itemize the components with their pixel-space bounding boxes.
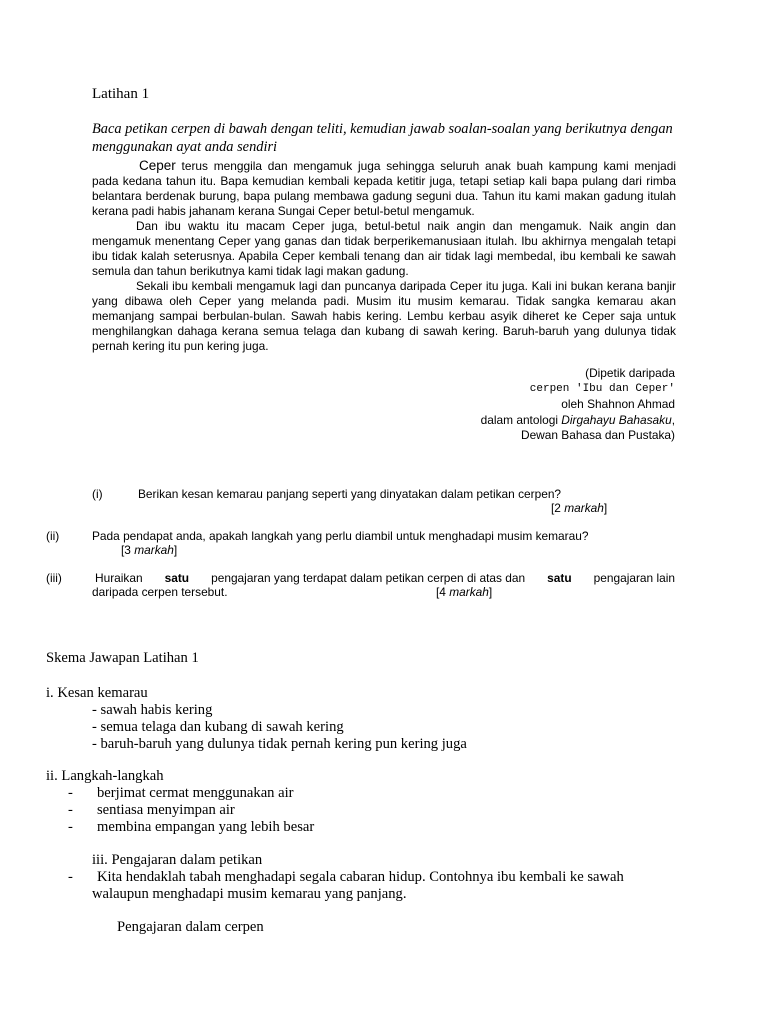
answer-section-3-title: iii. Pengajaran dalam petikan	[92, 852, 263, 868]
passage-paragraph-3: Sekali ibu kembali mengamuk lagi dan puncanya daripada Ceper itu juga. Kali ini bukan kerana banjir yang dibawa oleh Ceper yang melanda padi. Musim itu musim kemarau. Tidak sangka kemarau akan memanjang sampai berbulan-bulan. Sawah habis kering. Lembu kerbau asyik diheret ke Ceper saja untuk menghilangkan dahaga kerana semua telaga dan kubang di sawah kering. Baruh-baruh yang dulunya tidak pernah kering itu pun kering juga.	[92, 279, 676, 353]
answer-section-3-item: Kita hendaklah tabah menghadapi segala cabaran hidup. Contohnya ibu kembali ke sawah	[97, 869, 624, 885]
dash-bullet: -	[68, 785, 73, 801]
dash-bullet: -	[68, 802, 73, 818]
answer-section-2-item: sentiasa menyimpan air	[97, 802, 235, 818]
answer-section-2-item: membina empangan yang lebih besar	[97, 819, 315, 835]
question-2-marks: [3 markah]	[121, 543, 178, 557]
passage-paragraph-1-text: terus menggila dan mengamuk juga sehingga seluruh anak buah kampung kami menjadi pada kedana tahun itu. Bapa kemudian kembali kepada ketitir juga, tetapi setiap kali bapa pulang dari rimba belantara berdenak burung, bapa pulang membawa gadung seguni dua. Tahun itu kami makan gadung itulah kerana padi habis jahanam kerana Sungai Ceper betul-betul mengamuk.	[92, 159, 676, 218]
question-2-text: Pada pendapat anda, apakah langkah yang perlu diambil untuk menghadapi musim kemarau?	[92, 529, 589, 543]
question-1-number: (i)	[92, 487, 103, 501]
question-3-marks: [4 markah]	[436, 585, 493, 599]
question-3-text: Huraikan satu pengajaran yang terdapat dalam petikan cerpen di atas dan satu pengajaran lain	[95, 571, 675, 585]
dash-bullet: -	[68, 869, 73, 885]
question-1-marks: [2 markah]	[551, 501, 608, 515]
answer-section-3-item-line-2: walaupun menghadapi musim kemarau yang panjang.	[92, 886, 407, 902]
source-line-4	[481, 413, 675, 429]
source-line-4-suffix: ,	[671, 412, 675, 427]
instruction-text: Baca petikan cerpen di bawah dengan teliti, kemudian jawab soalan-soalan yang berikutnya dengan menggunakan ayat anda sendiri	[92, 121, 673, 155]
source-line-2: cerpen 'Ibu dan Ceper'	[529, 382, 675, 395]
question-2-number: (ii)	[46, 529, 60, 543]
passage-lead-word: Ceper	[139, 158, 176, 173]
dash-bullet: -	[68, 819, 73, 835]
source-line-4-prefix: dalam antologi	[480, 412, 562, 427]
passage-paragraph-2: Dan ibu waktu itu macam Ceper juga, betul-betul naik angin dan mengamuk. Naik angin dan mengamuk menentang Ceper yang ganas dan tidak berperikemanusiaan itulah. Ibu akhirnya mengalah tetapi ibu tidak kalah seterusnya. Apabila Ceper kembali tenang dan air tidak lagi membedal, ibu kembali ke sawah semula dan tahun berikutnya kami tidak lagi makan gadung.	[92, 219, 676, 278]
source-citation	[481, 366, 675, 444]
answer-section-1-item: - sawah habis kering	[92, 702, 213, 718]
exercise-title: Latihan 1	[92, 86, 150, 102]
source-line-1: (Dipetik daripada	[585, 366, 675, 380]
answer-section-1-title: i. Kesan kemarau	[46, 685, 148, 701]
source-line-5: Dewan Bahasa dan Pustaka)	[520, 428, 675, 442]
question-1-text: Berikan kesan kemarau panjang seperti yang dinyatakan dalam petikan cerpen?	[138, 487, 562, 501]
answer-section-2-item: berjimat cermat menggunakan air	[97, 785, 294, 801]
answer-section-2-title: ii. Langkah-langkah	[46, 768, 164, 784]
question-3-number: (iii)	[46, 571, 62, 585]
answer-section-4-title: Pengajaran dalam cerpen	[117, 919, 264, 935]
source-line-3: oleh Shahnon Ahmad	[561, 397, 675, 411]
answer-section-1-item: - baruh-baruh yang dulunya tidak pernah kering pun kering juga	[92, 736, 467, 752]
anthology-title: Dirgahayu Bahasaku	[561, 412, 672, 427]
answer-heading: Skema Jawapan Latihan 1	[46, 650, 199, 666]
answer-section-1-item: - semua telaga dan kubang di sawah kering	[92, 719, 344, 735]
question-3-text-line-2: daripada cerpen tersebut.	[92, 585, 228, 599]
passage	[92, 158, 676, 354]
passage-paragraph-1	[92, 158, 676, 219]
